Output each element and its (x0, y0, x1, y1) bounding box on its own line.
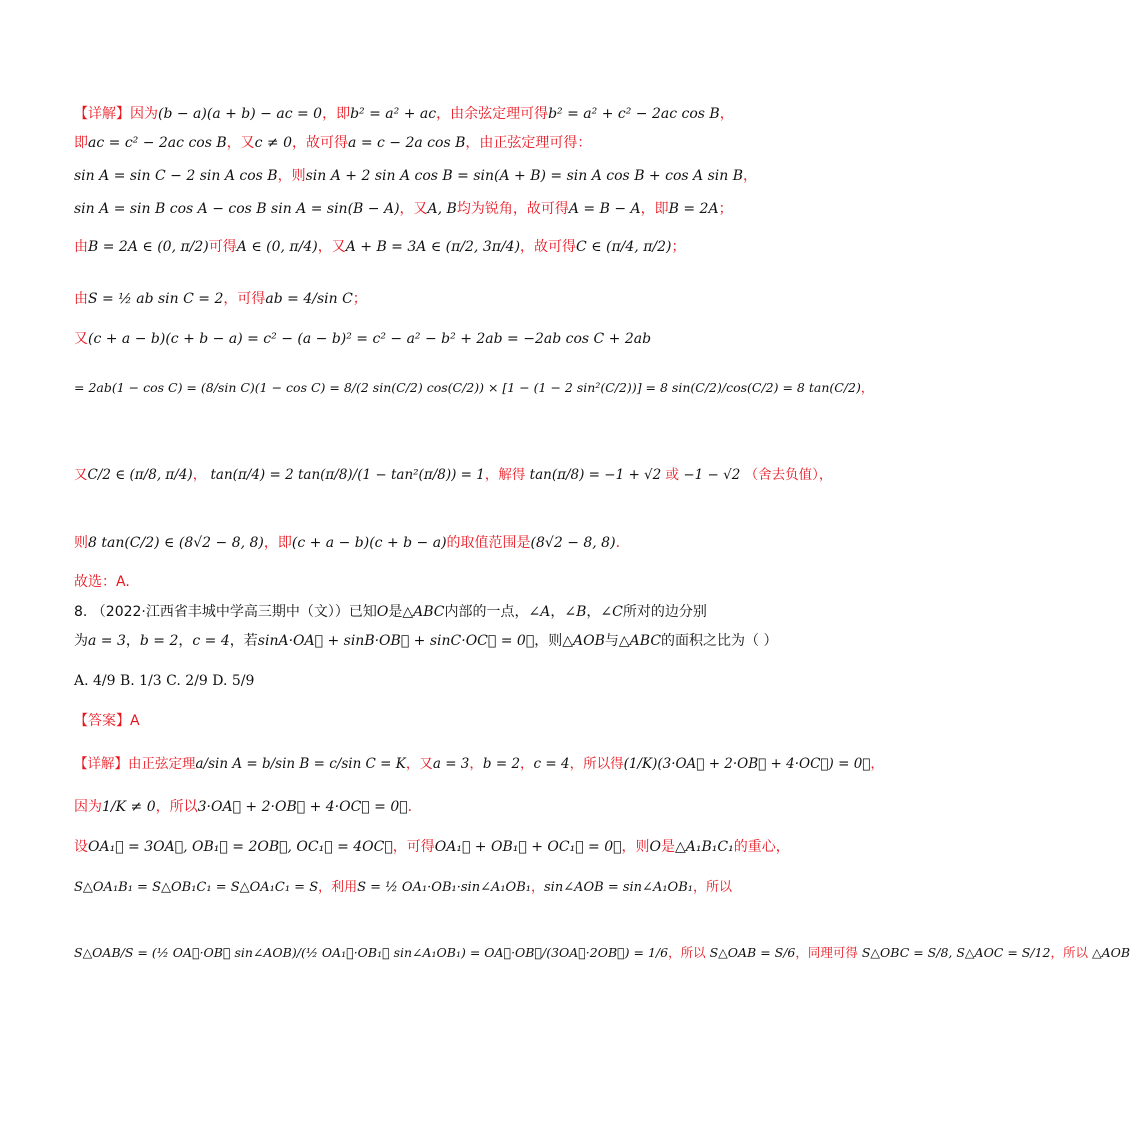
text-segment: ，又 (405, 756, 433, 772)
text-segment: ，可得 (392, 839, 435, 855)
math-expression: ab = 4/sin C (265, 291, 353, 307)
text-line (74, 378, 873, 396)
text-segment: ，同理可得 (795, 945, 862, 960)
math-expression: S△OAB = S/6 (709, 945, 796, 960)
math-expression: (b − a)(a + b) − ac = 0 (158, 106, 323, 122)
math-expression: B = 2A (668, 201, 719, 217)
text-line (74, 630, 777, 650)
text-segment: . (615, 535, 621, 551)
math-expression: a = c − 2a cos B (348, 135, 466, 151)
text-line (74, 236, 685, 256)
text-segment: ，若 (229, 633, 258, 649)
text-line (74, 943, 1130, 961)
text-segment: ， (860, 380, 874, 395)
math-expression: OA₁⃗ = 3OA⃗, OB₁⃗ = 2OB⃗, OC₁⃗ = 4OC⃗ (88, 839, 393, 855)
text-segment: ，由余弦定理可得 (436, 106, 549, 122)
text-line (74, 710, 140, 730)
math-expression: (8√2 − 8, 8) (530, 535, 616, 551)
text-line (74, 836, 790, 856)
text-segment: ，则 (277, 168, 306, 184)
text-segment: ，解得 (484, 467, 530, 483)
text-segment: ， (125, 633, 140, 649)
math-expression: tan(π/8) = −1 + √2 (529, 467, 662, 483)
math-expression: sinA·OA⃗ + sinB·OB⃗ + sinC·OC⃗ = 0⃗ (257, 633, 535, 649)
text-segment: 又 (74, 331, 88, 347)
text-line (74, 463, 832, 483)
math-expression: b² = a² + c² − 2ac cos B (548, 106, 720, 122)
math-expression: D. 5/9 (207, 673, 255, 689)
text-segment: ， (192, 467, 211, 483)
math-expression: △ABC (402, 604, 445, 620)
text-segment: ， (520, 756, 534, 772)
math-expression: C ∈ (π/4, π/2) (576, 239, 672, 255)
text-line (74, 532, 620, 552)
math-expression: ∠C (600, 604, 623, 620)
text-segment: ，所以 (1050, 945, 1092, 960)
math-expression: sin A = sin C − 2 sin A cos B (74, 168, 278, 184)
math-expression: A + B = 3A ∈ (π/2, 3π/4) (345, 239, 521, 255)
text-segment: ，由正弦定理可得： (465, 135, 592, 151)
math-expression: (c + a − b)(c + b − a) (291, 535, 447, 551)
math-expression: a = 3 (88, 633, 126, 649)
math-expression: A = B − A (568, 201, 641, 217)
math-expression: S△OAB/S = (½ OA⃗·OB⃗ sin∠AOB)/(½ OA₁⃗·OB₁⃗ sin∠A₁OB₁) = OA⃗·OB⃗/(3OA⃗·2OB⃗) = 1/6 (74, 945, 669, 960)
text-segment: ，所以 (692, 880, 732, 895)
math-expression: = 2ab(1 − cos C) = (8/sin C)(1 − cos C) = 8/(2 sin(C/2) cos(C/2)) × [1 − (1 − 2 sin²(C/2))] = 8 sin(C/2)/cos(C/2) = 8 tan(C/2) (74, 380, 861, 395)
text-segment: （舍去负值）， (740, 467, 833, 483)
text-segment: 内部的一点， (444, 604, 529, 620)
text-segment: ， (719, 106, 734, 122)
text-segment: 可得 (208, 239, 237, 255)
math-expression: sin A = sin B cos A − cos B sin A = sin(B − A) (74, 201, 400, 217)
text-segment: ，可得 (223, 291, 266, 307)
text-segment: ，所以 (668, 945, 710, 960)
text-segment: ，则 (534, 633, 563, 649)
text-segment: ， (550, 604, 565, 620)
math-expression: a/sin A = b/sin B = c/sin C = K (195, 756, 406, 772)
text-line (74, 673, 254, 689)
math-expression: A, B (427, 201, 457, 217)
math-expression: sin∠AOB = sin∠A₁OB₁ (544, 880, 693, 895)
text-line (74, 198, 733, 218)
text-segment: ， (178, 633, 193, 649)
text-segment: 由 (74, 291, 88, 307)
text-segment: 或 (661, 467, 684, 483)
math-expression: S = ½ OA₁·OB₁·sin∠A₁OB₁ (357, 880, 531, 895)
text-segment: ，所以得 (569, 756, 624, 772)
math-expression: sin A + 2 sin A cos B = sin(A + B) = sin A cos B + cos A sin B (305, 168, 743, 184)
text-segment: 为 (74, 633, 88, 649)
text-line (74, 876, 732, 895)
text-line (74, 165, 757, 185)
text-segment: ，则 (621, 839, 650, 855)
text-segment: 【详解】因为 (74, 106, 158, 122)
math-expression: OA₁⃗ + OB₁⃗ + OC₁⃗ = 0⃗ (434, 839, 622, 855)
text-segment: 即 (74, 135, 88, 151)
math-expression: tan(π/4) = 2 tan(π/8)/(1 − tan²(π/8)) = 1 (210, 467, 485, 483)
text-segment: ，故可得 (520, 239, 577, 255)
text-segment: 由 (74, 239, 88, 255)
math-expression: B. 1/3 (115, 673, 162, 689)
math-expression: B = 2A ∈ (0, π/2) (88, 239, 209, 255)
math-expression: (1/K)(3·OA⃗ + 2·OB⃗ + 4·OC⃗) = 0⃗ (623, 756, 871, 772)
text-segment: ， (586, 604, 601, 620)
text-segment: 的取值范围是 (446, 535, 531, 551)
math-expression: b² = a² + ac (350, 106, 437, 122)
text-segment: ， (870, 756, 884, 772)
text-segment: 均为锐角，故可得 (456, 201, 569, 217)
text-line (74, 103, 734, 123)
text-line (74, 796, 412, 816)
text-line (74, 288, 367, 308)
text-segment: ，故可得 (292, 135, 349, 151)
text-segment: ，即 (640, 201, 669, 217)
math-expression: a = 3 (432, 756, 470, 772)
text-segment: ，又 (226, 135, 255, 151)
text-segment: 又 (74, 467, 88, 483)
text-segment: 因为 (74, 799, 102, 815)
text-line (74, 571, 130, 591)
text-segment: ，即 (322, 106, 351, 122)
math-expression: c = 4 (533, 756, 570, 772)
text-segment: ，即 (263, 535, 292, 551)
text-line (74, 132, 591, 152)
text-segment: 的重心， (733, 839, 790, 855)
text-segment: ， (469, 756, 483, 772)
math-expression: c = 4 (192, 633, 230, 649)
text-segment: ，利用 (318, 880, 358, 895)
text-line (74, 601, 707, 621)
text-segment: 【详解】由正弦定理 (74, 756, 196, 772)
text-segment: ； (352, 291, 367, 307)
text-segment: . (407, 799, 413, 815)
math-expression: S△OA₁B₁ = S△OB₁C₁ = S△OA₁C₁ = S (74, 880, 319, 895)
math-expression: △ABC (618, 633, 662, 649)
text-segment: ，又 (399, 201, 428, 217)
math-expression: 8 tan(C/2) ∈ (8√2 − 8, 8) (88, 535, 264, 551)
math-expression: (c + a − b)(c + b − a) = c² − (a − b)² = c² − a² − b² + 2ab = −2ab cos C + 2ab (88, 331, 652, 347)
math-expression: ac = c² − 2ac cos B (88, 135, 227, 151)
text-segment: 所对的边分别 (622, 604, 707, 620)
math-expression: −1 − √2 (683, 467, 741, 483)
text-segment: ， (530, 880, 544, 895)
math-expression: b = 2 (139, 633, 179, 649)
text-segment: 是 (388, 604, 403, 620)
math-expression: ∠B (564, 604, 587, 620)
math-expression: S = ½ ab sin C = 2 (88, 291, 224, 307)
math-expression: b = 2 (482, 756, 521, 772)
text-segment: ，又 (317, 239, 346, 255)
text-segment: 故选：A. (74, 574, 130, 590)
math-expression: C. 2/9 (161, 673, 208, 689)
text-segment: 与 (604, 633, 619, 649)
text-segment: ； (718, 201, 733, 217)
text-segment: ； (671, 239, 686, 255)
text-segment: ， (743, 168, 757, 184)
math-expression: 1/K ≠ 0 (102, 799, 156, 815)
math-expression: 3·OA⃗ + 2·OB⃗ + 4·OC⃗ = 0⃗ (197, 799, 408, 815)
text-segment: 8. （2022·江西省丰城中学高三期中（文））已知 (74, 604, 377, 620)
math-expression: ∠A (528, 604, 551, 620)
text-line (74, 752, 884, 772)
text-segment: 则 (74, 535, 88, 551)
text-segment: 【答案】A (74, 713, 140, 729)
text-line (74, 328, 651, 348)
math-expression: △AOB (562, 633, 605, 649)
math-expression: C/2 ∈ (π/8, π/4) (87, 467, 193, 483)
text-segment: 设 (74, 839, 88, 855)
text-segment: ，所以 (155, 799, 198, 815)
text-segment: 的面积之比为（ ） (661, 633, 778, 649)
math-expression: A ∈ (0, π/4) (236, 239, 318, 255)
math-expression: △AOB (1091, 945, 1130, 960)
math-expression: △A₁B₁C₁ (675, 839, 734, 855)
math-expression: c ≠ 0 (254, 135, 293, 151)
math-expression: A. 4/9 (74, 673, 116, 689)
math-expression: O (649, 839, 662, 855)
math-expression: O (376, 604, 389, 620)
math-expression: S△OBC = S/8, S△AOC = S/12 (861, 945, 1051, 960)
text-segment: 是 (661, 839, 676, 855)
